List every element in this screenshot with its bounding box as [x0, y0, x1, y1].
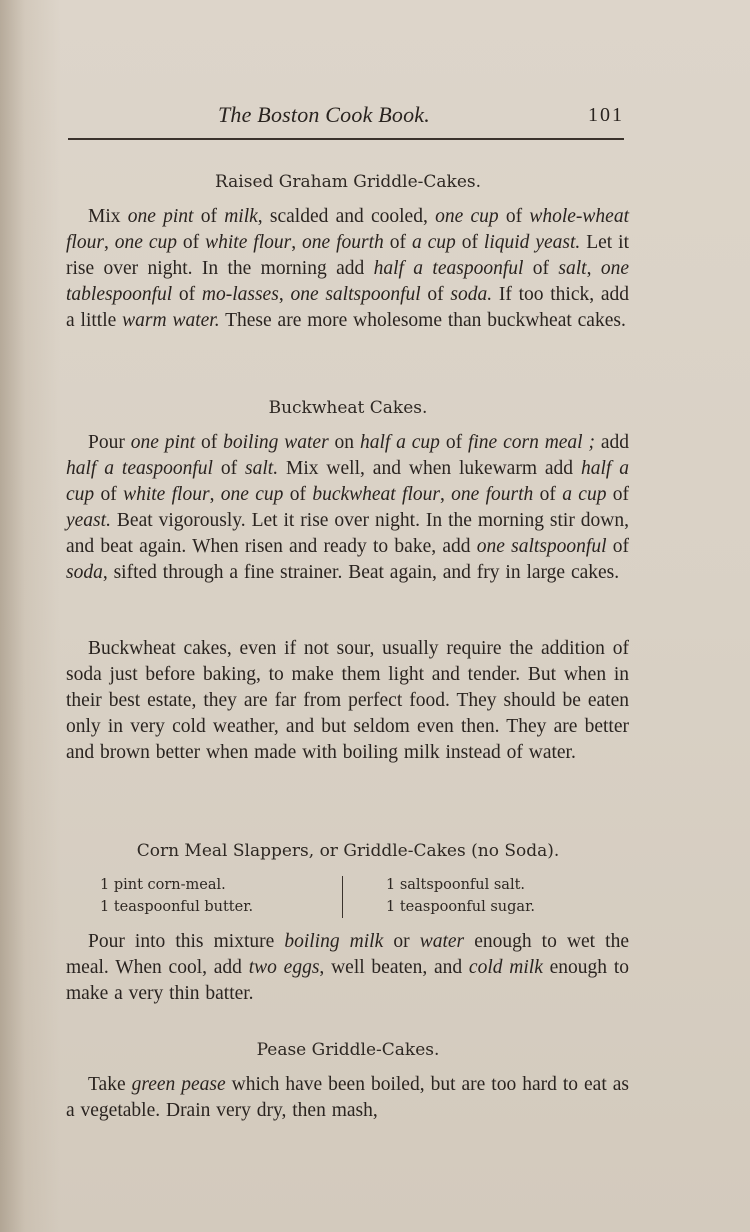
- italic-text: half a cup: [66, 457, 629, 505]
- ingredient-item: 1 saltspoonful salt.: [386, 877, 526, 893]
- italic-text: salt: [558, 257, 587, 279]
- ingredient-divider: [342, 876, 343, 918]
- italic-text: mo-lasses: [201, 283, 279, 305]
- italic-text: fine corn meal ;: [467, 432, 595, 453]
- page-number: 101: [588, 104, 624, 126]
- italic-text: green pease: [131, 1074, 226, 1095]
- italic-text: milk: [224, 206, 258, 227]
- italic-text: soda: [66, 561, 103, 583]
- recipe-paragraph: Buckwheat cakes, even if not sour, usually require the addition of soda just before baking, to make them light and tender. But when in their best estate, they are far from perfect food. They should be eaten only in very cold weather, and but seldom even then. They are better and brown better when made with boiling milk instead of water.: [66, 638, 629, 763]
- ingredient-column-left: [100, 874, 253, 918]
- ingredient-item: 1 teaspoonful butter.: [100, 899, 254, 915]
- italic-text: whole-wheat flour: [66, 206, 629, 253]
- italic-text: one cup: [220, 483, 284, 505]
- italic-text: a cup: [562, 483, 607, 505]
- italic-text: white flour: [123, 483, 210, 505]
- recipe-heading-buckwheat: Buckwheat Cakes.: [268, 398, 428, 418]
- italic-text: one pint: [127, 206, 194, 227]
- recipe-paragraph: Mix one pint of milk, scalded and cooled, one cup of whole-wheat flour, one cup of white flour, one fourth of a cup of liquid yeast. Let it rise over night. In the morning add half a teaspoonful of salt, one tablespoonful of mo-lasses, one saltspoonful of soda. If too thick, add a little warm water. These are more wholesome than buckwheat cakes.: [66, 206, 629, 331]
- italic-text: one cup: [114, 231, 177, 253]
- italic-text: half a cup: [359, 432, 440, 453]
- italic-text: one cup: [435, 206, 499, 227]
- recipe-paragraph: Pour one pint of boiling water on half a cup of fine corn meal ; add half a teaspoonful of salt. Mix well, and when lukewarm add half a cup of white flour, one cup of buckwheat flour, one fourth of a cup of yeast. Beat vigorously. Let it rise over night. In the morning stir down, and beat again. When risen and ready to bake, add one saltspoonful of soda, sifted through a fine strainer. Beat again, and fry in large cakes.: [66, 432, 630, 583]
- italic-text: warm water.: [122, 309, 220, 331]
- italic-text: one tablespoonful: [66, 257, 629, 305]
- recipe-paragraph: Take green pease which have been boiled, but are too hard to eat as a vegetable. Drain very dry, then mash,: [66, 1074, 629, 1121]
- italic-text: one saltspoonful: [290, 283, 421, 305]
- ingredient-list: [68, 872, 628, 922]
- italic-text: yeast.: [66, 509, 111, 531]
- italic-text: liquid yeast.: [483, 231, 581, 253]
- italic-text: one saltspoonful: [476, 535, 607, 557]
- italic-text: one fourth: [451, 483, 534, 505]
- italic-text: half a teaspoonful: [66, 457, 213, 479]
- recipe-heading-corn-meal-slappers: Corn Meal Slappers, or Griddle-Cakes (no Soda).: [136, 841, 560, 861]
- italic-text: one pint: [130, 432, 196, 453]
- italic-text: half a teaspoonful: [373, 257, 524, 279]
- running-head: [68, 100, 624, 130]
- italic-text: water: [419, 931, 465, 952]
- running-title: The Boston Cook Book.: [218, 102, 430, 127]
- italic-text: salt.: [245, 457, 279, 479]
- ingredient-item: 1 pint corn-meal.: [100, 877, 226, 893]
- italic-text: boiling water: [223, 432, 329, 453]
- ingredient-item: 1 teaspoonful sugar.: [386, 899, 536, 915]
- italic-text: boiling milk: [284, 931, 384, 952]
- recipe-paragraph: Pour into this mixture boiling milk or water enough to wet the meal. When cool, add two eggs, well beaten, and cold milk enough to make a very thin batter.: [66, 931, 630, 1004]
- italic-text: buckwheat flour: [312, 483, 440, 505]
- header-rule: [68, 138, 624, 140]
- recipe-heading-pease: Pease Griddle-Cakes.: [256, 1040, 440, 1060]
- ingredient-column-right: [386, 874, 535, 918]
- recipe-heading-raised-graham: Raised Graham Griddle-Cakes.: [214, 172, 482, 192]
- italic-text: soda.: [450, 283, 493, 305]
- italic-text: white flour: [205, 231, 292, 253]
- italic-text: cold milk: [468, 956, 543, 978]
- italic-text: two eggs: [248, 956, 320, 978]
- italic-text: a cup: [411, 231, 456, 253]
- italic-text: one fourth: [302, 231, 384, 253]
